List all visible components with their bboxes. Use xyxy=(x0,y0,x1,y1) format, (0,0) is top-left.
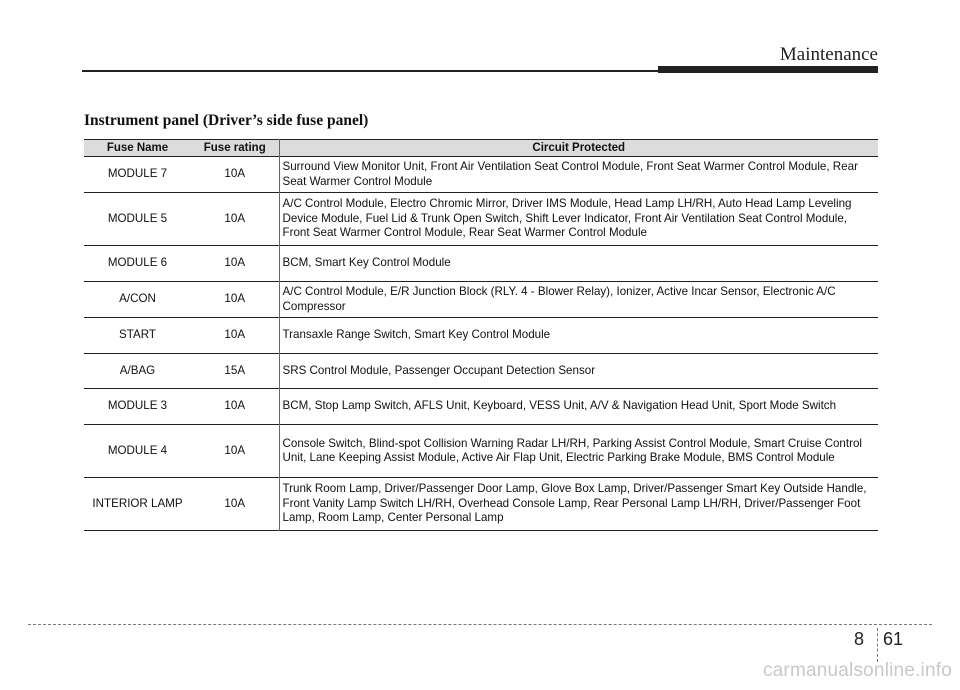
header-rule xyxy=(82,70,660,72)
fuse-rating-cell: 10A xyxy=(224,496,246,510)
footer-divider xyxy=(877,628,878,662)
fuse-rating-cell: 10A xyxy=(224,399,246,413)
header-rule-accent xyxy=(658,66,878,73)
circuit-protected-cell: BCM, Smart Key Control Module xyxy=(279,246,878,282)
circuit-protected-cell: A/C Control Module, Electro Chromic Mirror, Driver IMS Module, Head Lamp LH/RH, Auto Head Lamp Leveling Device Module, Fuel Lid & Trunk Open Switch, Shift Lever Indicator, Front Air Ventilation Seat Control Module, Front Seat Warmer Control Module, Rear Seat Warmer Control Module xyxy=(279,193,878,246)
table-row xyxy=(84,157,878,193)
table-row xyxy=(84,246,878,282)
fuse-name-cell: START xyxy=(119,328,156,342)
column-header-fuse-name: Fuse Name xyxy=(106,141,169,154)
column-header-fuse-rating: Fuse rating xyxy=(203,141,266,154)
section-title: Instrument panel (Driver’s side fuse panel) xyxy=(84,112,369,129)
fuse-rating-cell: 10A xyxy=(224,292,246,306)
table-row xyxy=(84,193,878,246)
fuse-name-cell: MODULE 7 xyxy=(107,167,168,181)
table-row xyxy=(84,282,878,318)
circuit-protected-cell: SRS Control Module, Passenger Occupant Detection Sensor xyxy=(279,354,878,389)
footer-rule xyxy=(28,624,932,625)
table-row xyxy=(84,425,878,478)
table-row xyxy=(84,354,878,389)
fuse-name-cell: MODULE 3 xyxy=(107,399,168,413)
circuit-protected-cell: Transaxle Range Switch, Smart Key Control Module xyxy=(279,318,878,354)
circuit-protected-cell: Console Switch, Blind-spot Collision Warning Radar LH/RH, Parking Assist Control Module, Smart Cruise Control Unit, Lane Keeping Assist Module, Active Air Flap Unit, Electric Parking Brake Module, BMS Control Module xyxy=(279,425,878,478)
fuse-name-cell: MODULE 6 xyxy=(107,256,168,270)
fuse-rating-cell: 15A xyxy=(224,363,246,377)
table-row xyxy=(84,318,878,354)
table-row xyxy=(84,478,878,531)
fuse-rating-cell: 10A xyxy=(224,328,246,342)
fuse-name-cell: MODULE 4 xyxy=(107,443,168,457)
table-row xyxy=(84,389,878,425)
fuse-name-cell: MODULE 5 xyxy=(107,211,168,225)
fuse-name-cell: A/CON xyxy=(119,292,156,306)
table-header-row xyxy=(84,140,878,157)
fuse-rating-cell: 10A xyxy=(224,211,246,225)
watermark-text: carmanualsonline.info xyxy=(762,660,952,681)
circuit-protected-cell: Trunk Room Lamp, Driver/Passenger Door Lamp, Glove Box Lamp, Driver/Passenger Smart Key Outside Handle, Front Vanity Lamp Switch LH/RH, Overhead Console Lamp, Rear Personal Lamp LH/RH, Driver/Passenger Foot Lamp, Room Lamp, Center Personal Lamp xyxy=(279,478,878,531)
circuit-protected-cell: Surround View Monitor Unit, Front Air Ventilation Seat Control Module, Front Seat Warmer Control Module, Rear Seat Warmer Control Module xyxy=(279,157,878,193)
page-number: 61 xyxy=(883,629,904,649)
fuse-rating-cell: 10A xyxy=(224,443,246,457)
fuse-rating-cell: 10A xyxy=(224,167,246,181)
fuse-name-cell: A/BAG xyxy=(119,363,156,377)
chapter-number: 8 xyxy=(854,629,865,649)
chapter-title: Maintenance xyxy=(779,44,878,65)
fuse-table xyxy=(84,139,878,531)
circuit-protected-cell: BCM, Stop Lamp Switch, AFLS Unit, Keyboard, VESS Unit, A/V & Navigation Head Unit, Sport Mode Switch xyxy=(279,389,878,425)
fuse-name-cell: INTERIOR LAMP xyxy=(92,496,183,510)
fuse-rating-cell: 10A xyxy=(224,256,246,270)
circuit-protected-cell: A/C Control Module, E/R Junction Block (RLY. 4 - Blower Relay), Ionizer, Active Incar Sensor, Electronic A/C Compressor xyxy=(279,282,878,318)
column-header-circuit-protected: Circuit Protected xyxy=(279,140,878,157)
